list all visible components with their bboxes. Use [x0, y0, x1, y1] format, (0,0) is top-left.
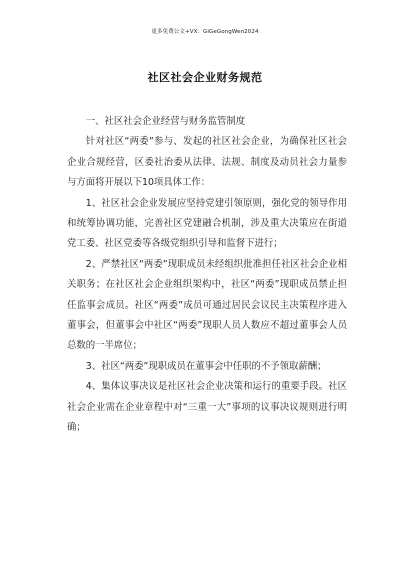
- intro-paragraph: 针对社区“两委”参与、发起的社区社会企业，为确保社区社会企业合规经营，区委社治委从法律、法规、制度及动员社会力量参与方面将开展以下10项具体工作：: [67, 136, 347, 189]
- section-heading: 一、社区社会企业经营与财务监管制度: [85, 116, 246, 127]
- item-paragraph-4: 4、集体议事决议是社区社会企业决策和运行的重要手段。社区社会企业需在企业章程中对“三重一大”事项的议事决议规则进行明确；: [67, 381, 347, 434]
- document-title: 社区社会企业财务规范: [147, 71, 263, 84]
- item-paragraph-1: 1、社区社会企业发展应坚持党建引领原则，强化党的领导作用和统筹协调功能，完善社区党建融合机制，涉及重大决策应在街道党工委、社区党委等各级党组织引导和监督下进行；: [67, 197, 347, 250]
- header-note: 更多免费公文+VX：GiGeGongWen2024: [151, 29, 259, 35]
- item-paragraph-2: 2、严禁社区“两委”现职成员未经组织批准担任社区社会企业相关职务；在社区社会企业组织架构中，社区“两委”现职成员禁止担任监事会成员。社区“两委”成员可通过居民会议民主决策程序进入董事会，但董事会中社区“两委”现职人员人数应不超过董事会人员总数的一半席位；: [67, 258, 347, 352]
- document-body: [67, 112, 347, 439]
- item-paragraph-3: 3、社区“两委”现职成员在董事会中任职的不予领取薪酬；: [85, 360, 327, 372]
